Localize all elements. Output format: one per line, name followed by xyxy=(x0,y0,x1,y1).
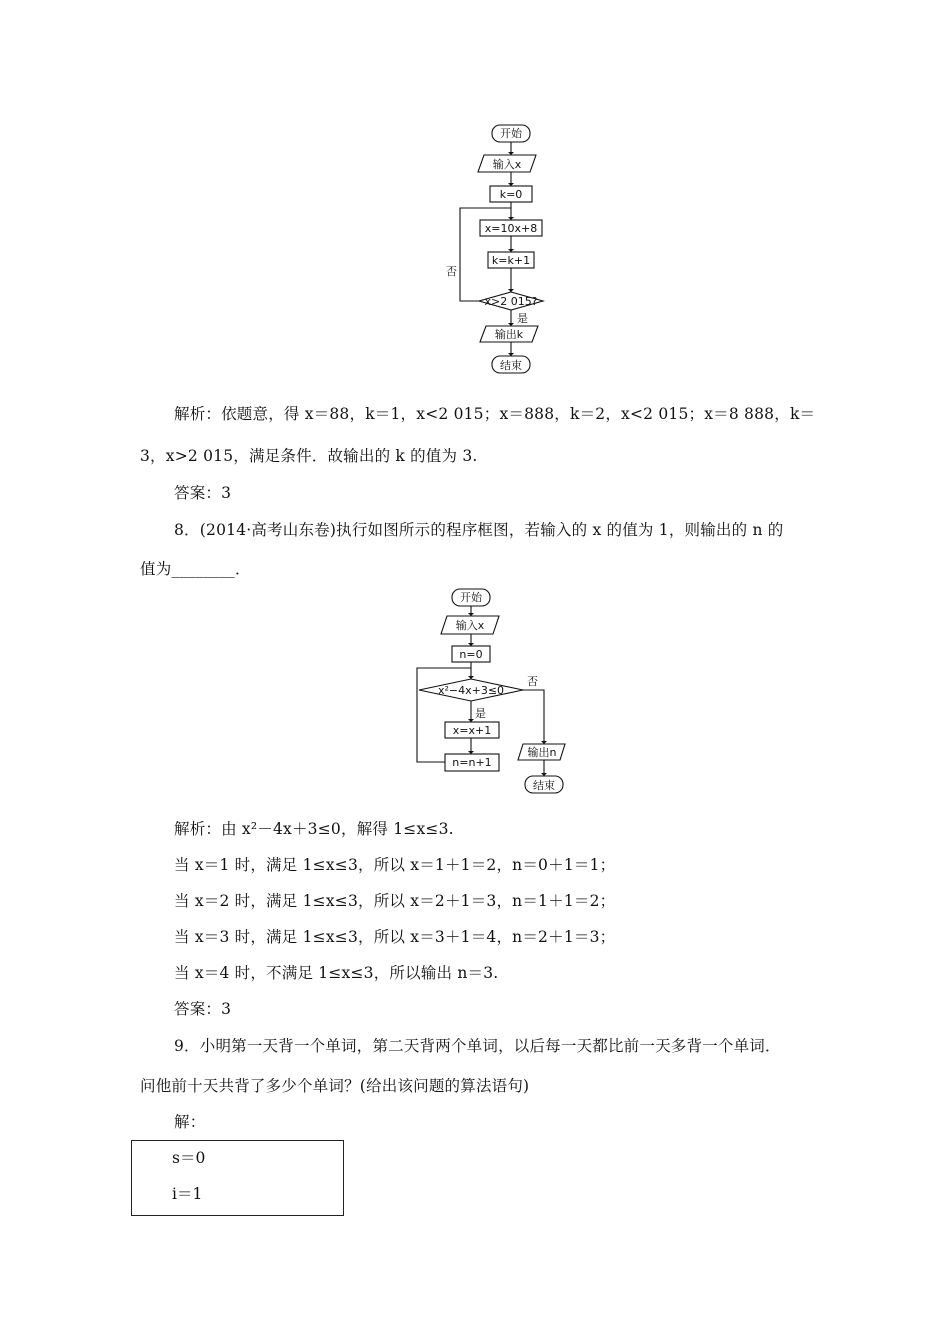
fc1-end-label: 结束 xyxy=(500,359,522,372)
fc1-init-label: k=0 xyxy=(499,188,523,201)
q8-question-line2: 值为________． xyxy=(140,560,251,578)
code-box xyxy=(131,1140,344,1216)
q8-question-line1: 8．(2014·高考山东卷)执行如图所示的程序框图，若输入的 x 的值为 1，则输出的 n 的 xyxy=(174,521,784,539)
fc1-step2-label: k=k+1 xyxy=(491,254,531,267)
q8-analysis-1: 当 x＝1 时，满足 1≤x≤3，所以 x＝1＋1＝2，n＝0＋1＝1； xyxy=(174,856,616,874)
fc1-input-label: 输入x xyxy=(492,158,522,171)
q9-solution-label: 解： xyxy=(174,1113,206,1131)
q9-question-line1: 9．小明第一天背一个单词，第二天背两个单词，以后每一天都比前一天多背一个单词． xyxy=(174,1037,781,1055)
fc2-end-label: 结束 xyxy=(533,779,555,792)
fc2-yes-label: 是 xyxy=(475,707,486,720)
fc2-no-label: 否 xyxy=(527,675,538,688)
code-line-1: s＝0 xyxy=(172,1149,206,1167)
fc2-start-label: 开始 xyxy=(460,591,482,604)
q9-question-line2: 问他前十天共背了多少个单词？(给出该问题的算法语句) xyxy=(140,1077,530,1095)
fc1-output-label: 输出k xyxy=(494,328,524,341)
flowchart-1 xyxy=(440,120,590,380)
q8-answer: 答案：3 xyxy=(174,1000,232,1018)
flowchart-2 xyxy=(405,584,605,799)
fc2-init-label: n=0 xyxy=(459,648,483,661)
fc1-no-label: 否 xyxy=(446,265,457,278)
q7-answer: 答案：3 xyxy=(174,484,232,502)
fc1-cond-label: x>2 015? xyxy=(484,295,538,308)
q8-analysis-4: 当 x＝4 时，不满足 1≤x≤3，所以输出 n＝3. xyxy=(174,964,499,982)
q8-analysis-0: 解析：由 x²－4x＋3≤0，解得 1≤x≤3. xyxy=(174,820,454,838)
fc2-input-label: 输入x xyxy=(455,619,485,632)
fc1-yes-label: 是 xyxy=(517,312,528,325)
fc2-cond-label: x²−4x+3≤0 xyxy=(437,684,505,697)
fc2-output-label: 输出n xyxy=(527,746,557,759)
code-line-2: i＝1 xyxy=(172,1185,203,1203)
q7-analysis-line2: 3，x>2 015，满足条件．故输出的 k 的值为 3. xyxy=(140,447,478,465)
q8-analysis-2: 当 x＝2 时，满足 1≤x≤3，所以 x＝2＋1＝3，n＝1＋1＝2； xyxy=(174,892,616,910)
fc2-step2-label: n=n+1 xyxy=(452,756,492,769)
fc2-step1-label: x=x+1 xyxy=(452,724,492,737)
q8-analysis-3: 当 x＝3 时，满足 1≤x≤3，所以 x＝3＋1＝4，n＝2＋1＝3； xyxy=(174,928,616,946)
q7-analysis-line1: 解析：依题意，得 x＝88，k＝1，x<2 015；x＝888，k＝2，x<2 015；x＝8 888，k＝ xyxy=(174,405,816,423)
fc1-step1-label: x=10x+8 xyxy=(484,222,538,235)
fc1-start-label: 开始 xyxy=(500,127,522,140)
